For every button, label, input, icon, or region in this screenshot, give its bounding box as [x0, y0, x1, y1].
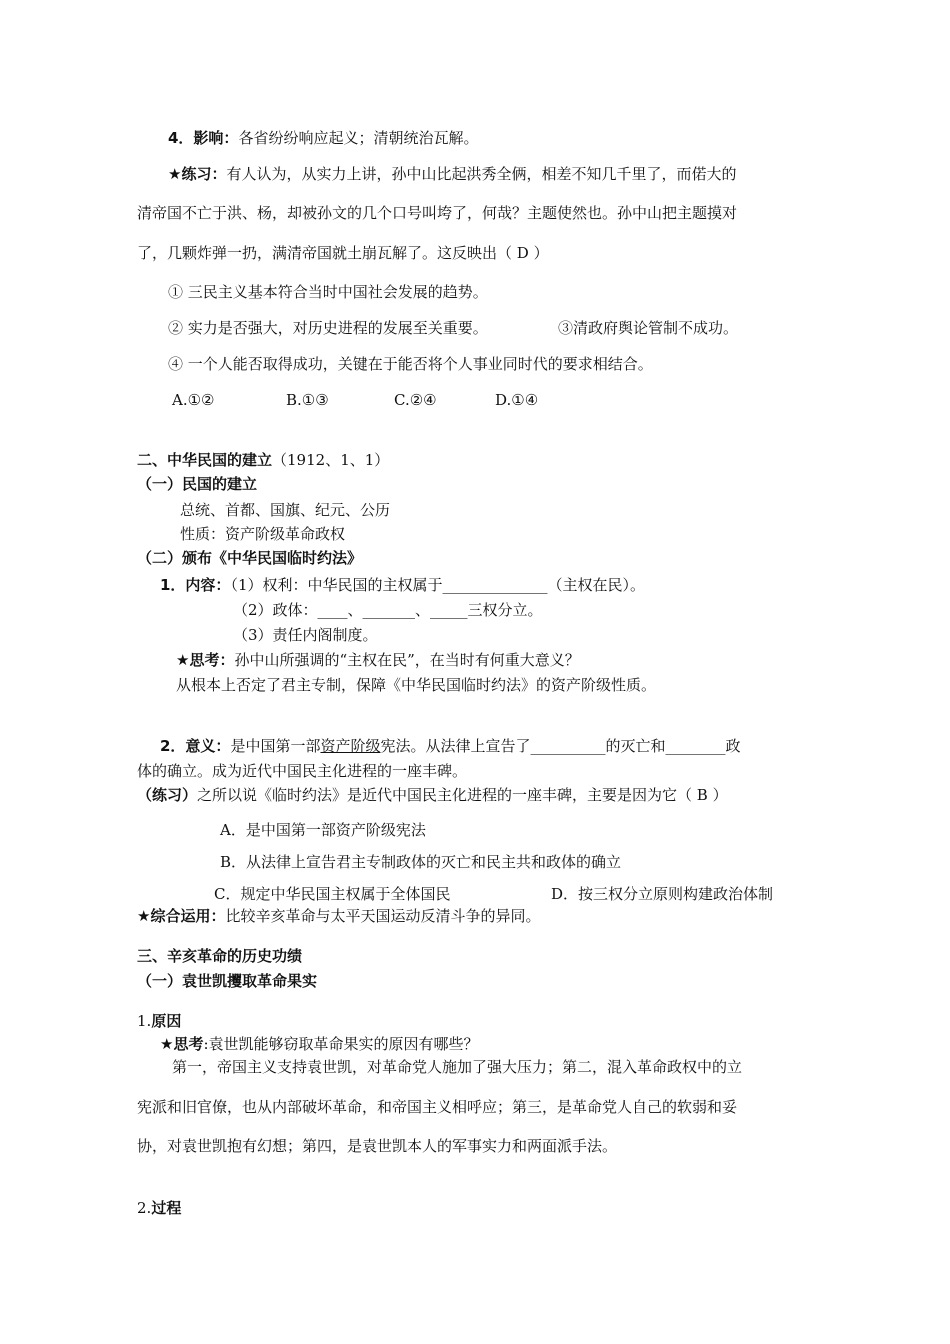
impact-text: 各省纷纷响应起义；清朝统治瓦解。 [238, 129, 479, 147]
process-number: 2. [137, 1199, 152, 1217]
option-1: ① 三民主义基本符合当时中国社会发展的趋势。 [168, 283, 488, 301]
think-2-label: ★思考 [160, 1035, 204, 1053]
exercise-text-3: 了，几颗炸弹一扔，满清帝国就土崩瓦解了。这反映出（ D ） [137, 244, 549, 262]
apply-line [137, 906, 540, 926]
founding-nature: 性质：资产阶级革命政权 [180, 525, 346, 543]
subsection-constitution: （二）颁布《中华民国临时约法》 [137, 549, 363, 567]
exercise-text-1: 有人认为，从实力上讲，孙中山比起洪秀全俩，相差不知几千里了，而偌大的 [226, 165, 737, 183]
content-government: （2）政体：____、_______、_____三权分立。 [233, 601, 543, 619]
significance-line-2: 体的确立。成为近代中国民主化进程的一座丰碑。 [137, 762, 468, 780]
content-label: 1．内容： [160, 576, 231, 594]
process-label: 过程 [151, 1199, 182, 1217]
founding-items: 总统、首都、国旗、纪元、公历 [180, 501, 391, 519]
section-2-date: （1912、1、1） [272, 451, 390, 469]
reason-label: 原因 [151, 1012, 182, 1030]
option-4: ④ 一个人能否取得成功，关键在于能否将个人事业同时代的要求相结合。 [168, 355, 653, 373]
section-3-title: 三、辛亥革命的历史功绩 [137, 947, 303, 965]
exercise-2-option-b: B．从法律上宣告君主专制政体的灭亡和民主共和政体的确立 [220, 853, 622, 871]
choice-d: D.①④ [495, 391, 539, 409]
apply-text: 比较辛亥革命与太平天国运动反清斗争的异同。 [225, 907, 541, 925]
think-answer: 从根本上否定了君主专制，保障《中华民国临时约法》的资产阶级性质。 [176, 676, 657, 694]
significance-text-a: 是中国第一部 [230, 737, 321, 755]
think-2-line [160, 1034, 479, 1054]
significance-label: 2．意义： [160, 737, 231, 755]
think-2-question: :袁世凯能够窃取革命果实的原因有哪些？ [203, 1035, 479, 1053]
significance-text-b: 宪法。从法律上宣告了__________的灭亡和________政 [380, 737, 741, 755]
content-cabinet: （3）责任内阁制度。 [233, 626, 378, 644]
exercise-2-option-a: A．是中国第一部资产阶级宪法 [220, 821, 426, 839]
exercise-2-option-c: C．规定中华民国主权属于全体国民 [214, 885, 451, 903]
exercise-line-1 [168, 164, 736, 184]
reason-heading [137, 1011, 181, 1031]
content-rights: （1）权利：中华民国的主权属于______________（主权在民）。 [230, 576, 645, 594]
subsection-founding: （一）民国的建立 [137, 475, 258, 493]
answer-line-1: 第一，帝国主义支持袁世凯，对革命党人施加了强大压力；第二，混入革命政权中的立 [172, 1058, 743, 1076]
option-3: ③清政府舆论管制不成功。 [558, 319, 739, 337]
exercise-label: ★练习： [168, 165, 227, 183]
process-heading [137, 1198, 181, 1218]
exercise-2-text: 之所以说《临时约法》是近代中国民主化进程的一座丰碑，主要是因为它（ B ） [197, 786, 728, 804]
choice-a: A.①② [172, 391, 215, 409]
apply-label: ★综合运用： [137, 907, 226, 925]
content-line-1 [160, 575, 645, 595]
think-label: ★思考： [176, 651, 235, 669]
choice-b: B.①③ [286, 391, 329, 409]
impact-line [168, 128, 478, 148]
think-question-line [176, 650, 580, 670]
choice-c: C.②④ [394, 391, 437, 409]
exercise-2-label: （练习） [137, 786, 198, 804]
option-2: ② 实力是否强大，对历史进程的发展至关重要。 [168, 319, 488, 337]
section-2-title: 二、中华民国的建立 [137, 451, 273, 469]
exercise-text-2: 清帝国不亡于洪、杨，却被孙文的几个口号叫垮了，何哉？主题使然也。孙中山把主题摸对 [137, 204, 738, 222]
significance-underlined: 资产阶级 [320, 737, 381, 755]
answer-line-2: 宪派和旧官僚，也从内部破坏革命，和帝国主义相呼应；第三，是革命党人自己的软弱和妥 [137, 1098, 738, 1116]
section-2-heading [137, 450, 389, 470]
reason-number: 1. [137, 1012, 152, 1030]
think-question: 孙中山所强调的“主权在民”，在当时有何重大意义？ [234, 651, 580, 669]
subsection-yuan: （一）袁世凯攫取革命果实 [137, 972, 318, 990]
exercise-2-line [137, 785, 728, 805]
significance-line-1 [160, 736, 740, 756]
impact-label: 4．影响： [168, 129, 239, 147]
exercise-2-option-d: D．按三权分立原则构建政治体制 [551, 885, 774, 903]
answer-line-3: 协，对袁世凯抱有幻想；第四，是袁世凯本人的军事实力和两面派手法。 [137, 1137, 618, 1155]
